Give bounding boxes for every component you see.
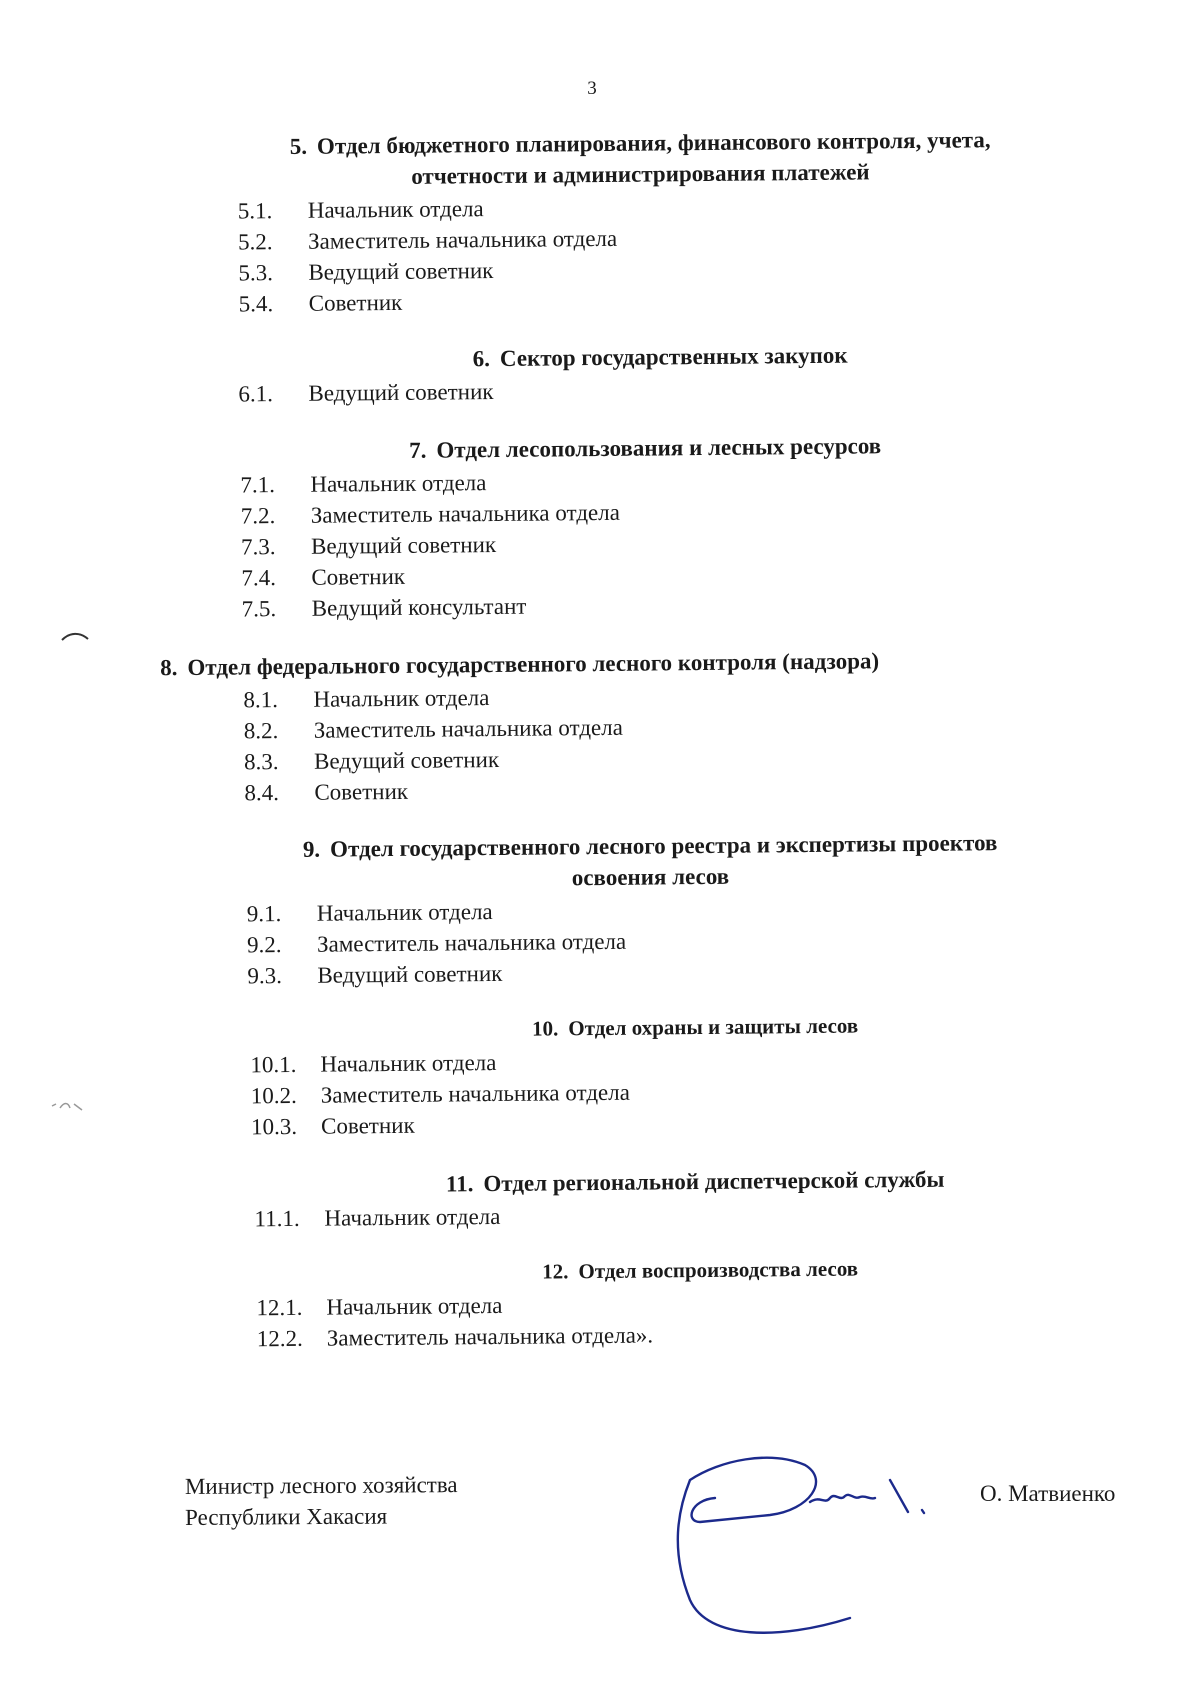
item-text: Начальник отдела — [316, 899, 493, 926]
section-number: 8. — [160, 655, 178, 681]
section-number: 10. — [531, 1016, 559, 1041]
item-number: 10.1. — [250, 1051, 297, 1078]
item-number: 5.2. — [237, 229, 273, 255]
item-number: 10.2. — [250, 1082, 297, 1109]
section-9 — [0, 825, 1200, 994]
item-text: Начальник отдела — [320, 1049, 497, 1077]
position-list — [243, 675, 1200, 808]
item-number: 12.1. — [256, 1294, 303, 1321]
position-list — [238, 369, 1200, 409]
signatory-name: О. Матвиенко — [980, 1481, 1116, 1506]
item-text: Заместитель начальника отдела — [310, 499, 620, 528]
item-text: Советник — [314, 778, 409, 805]
position-list — [240, 460, 1200, 624]
item-text: Ведущий консультант — [311, 593, 527, 621]
item-number: 5.4. — [238, 291, 274, 317]
section-title — [0, 122, 1200, 196]
item-text: Начальник отдела — [307, 196, 484, 223]
section-number: 7. — [409, 437, 427, 463]
section-8 — [0, 642, 1200, 811]
signatory-position-line1: Министр лесного хозяйства — [184, 1472, 458, 1499]
section-6 — [0, 336, 1200, 412]
item-number: 5.3. — [238, 260, 273, 286]
item-text: Советник — [308, 289, 403, 316]
section-title-text: Отдел бюджетного планирования, финансового контроля, учета, — [316, 127, 991, 159]
section-title-text: Отдел воспроизводства лесов — [578, 1256, 859, 1284]
item-text: Начальник отдела — [313, 685, 490, 712]
section-title-text: освоения лесов — [571, 863, 730, 891]
item-text: Советник — [311, 563, 406, 590]
section-12 — [0, 1250, 1200, 1357]
item-text: Советник — [320, 1112, 415, 1139]
item-number: 8.1. — [243, 687, 279, 713]
section-10 — [0, 1007, 1200, 1145]
signatory-position — [185, 1469, 458, 1533]
section-7 — [0, 427, 1200, 627]
item-text: Заместитель начальника отдела». — [326, 1322, 654, 1351]
list-item — [238, 369, 1200, 409]
section-title-text: Сектор государственных закупок — [499, 342, 848, 371]
item-number: 9.1. — [246, 901, 282, 927]
item-number: 8.2. — [243, 718, 279, 744]
item-number: 10.3. — [250, 1113, 298, 1140]
position-list — [247, 889, 1200, 991]
item-text: Заместитель начальника отдела — [307, 225, 618, 254]
item-number: 7.4. — [241, 565, 276, 591]
section-11 — [0, 1161, 1200, 1237]
position-list — [238, 186, 1200, 319]
scan-artifact-mark — [48, 1098, 88, 1114]
item-number: 5.1. — [237, 198, 273, 224]
section-title-text: Отдел федерального государственного лесного контроля (надзора) — [187, 648, 880, 680]
section-5 — [0, 122, 1200, 322]
section-title — [0, 825, 1200, 899]
position-list — [254, 1194, 1200, 1234]
page-number: 3 — [587, 78, 597, 99]
item-text: Начальник отдела — [324, 1203, 501, 1231]
item-number: 9.2. — [246, 932, 282, 958]
item-number: 8.4. — [244, 780, 279, 806]
item-text: Ведущий советник — [313, 746, 500, 774]
item-number: 7.2. — [240, 503, 276, 529]
item-text: Начальник отдела — [310, 470, 487, 497]
position-list — [256, 1283, 1200, 1354]
item-number: 9.3. — [247, 963, 282, 989]
section-title-text: отчетности и администрирования платежей — [411, 159, 870, 189]
item-number: 7.1. — [240, 472, 276, 498]
item-text: Ведущий советник — [317, 960, 503, 988]
list-item — [254, 1194, 1200, 1234]
item-number: 11.1. — [254, 1205, 300, 1232]
section-number: 11. — [445, 1171, 474, 1197]
section-number: 9. — [302, 836, 321, 862]
section-number: 12. — [542, 1259, 569, 1284]
section-title-text: Отдел охраны и защиты лесов — [568, 1013, 859, 1041]
item-number: 7.5. — [241, 596, 277, 622]
item-text: Заместитель начальника отдела — [316, 928, 627, 957]
section-number: 6. — [472, 346, 491, 372]
item-number: 8.3. — [243, 749, 279, 775]
section-title-text: Отдел государственного лесного реестра и экспертизы проектов — [329, 830, 998, 862]
item-text: Ведущий советник — [308, 258, 494, 285]
section-title-text: Отдел региональной диспетчерской службы — [483, 1166, 945, 1197]
item-number: 7.3. — [240, 534, 276, 560]
section-number: 5. — [289, 133, 308, 159]
scan-artifact-mark — [60, 630, 90, 644]
item-text: Начальник отдела — [326, 1292, 503, 1320]
item-text: Заместитель начальника отдела — [313, 714, 623, 743]
item-number: 12.2. — [256, 1325, 303, 1352]
item-text: Ведущий советник — [308, 379, 494, 406]
item-text: Ведущий советник — [310, 532, 497, 559]
item-number: 6.1. — [238, 381, 274, 407]
position-list — [250, 1040, 1200, 1142]
handwritten-signature — [660, 1440, 960, 1640]
signatory-position-line2: Республики Хакасия — [185, 1503, 388, 1530]
section-title-text: Отдел лесопользования и лесных ресурсов — [436, 433, 882, 463]
item-text: Заместитель начальника отдела — [320, 1079, 630, 1108]
